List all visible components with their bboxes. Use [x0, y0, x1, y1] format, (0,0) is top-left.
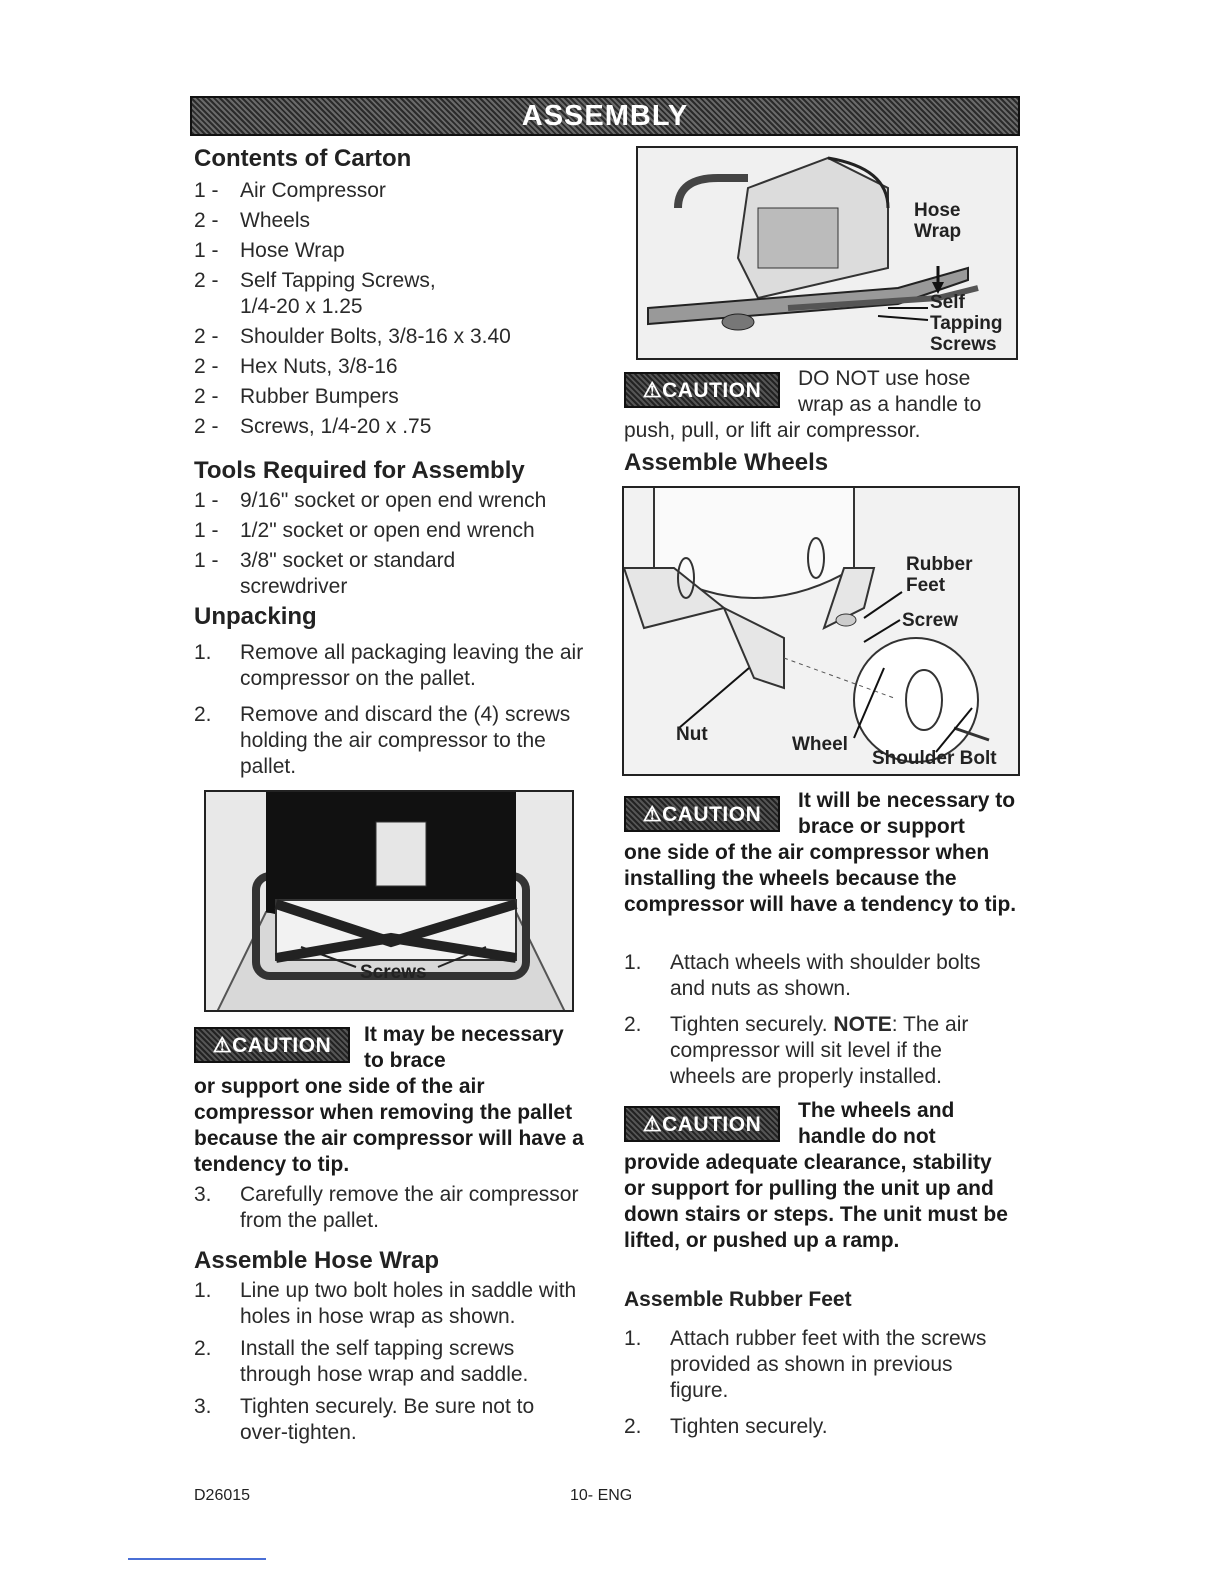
- list-item: 3. Carefully remove the air compressor from the pallet.: [194, 1183, 579, 1232]
- list-item: 1. Line up two bolt holes in saddle with holes in hose wrap as shown.: [194, 1279, 577, 1328]
- wheel-label: Wheel: [792, 734, 848, 755]
- wheels-heading: Assemble Wheels: [624, 449, 829, 476]
- caution-lead-text: The wheels and handle do not: [798, 1099, 955, 1148]
- hose-wrap-figure: [636, 146, 1018, 360]
- list-item: 2. Remove and discard the (4) screws holding the air compressor to the pallet.: [194, 703, 571, 778]
- list-item: 1 - 3/8" socket or standard screwdriver: [194, 549, 456, 598]
- hose-wrap-label: Hose Wrap: [914, 200, 962, 242]
- list-item: 2. Tighten securely. NOTE: The air compressor will sit level if the wheels are properly installed.: [624, 1013, 969, 1088]
- screws-label: Screws: [360, 962, 427, 983]
- self-tapping-screws-label: Self Tapping Screws: [930, 292, 1003, 355]
- tools-section: [194, 456, 594, 600]
- list-item: 3. Tighten securely. Be sure not to over-tighten.: [194, 1395, 535, 1444]
- list-item: 2 - Shoulder Bolts, 3/8-16 x 3.40: [194, 325, 511, 348]
- caution-body-text: push, pull, or lift air compressor.: [624, 419, 921, 442]
- shoulder-bolt-label: Shoulder Bolt: [872, 748, 997, 769]
- pallet-figure: [204, 790, 574, 1012]
- caution-body-text: or support one side of the air compressor when removing the pallet because the air compressor will have a tendency to tip.: [194, 1075, 584, 1176]
- caution-body-text: provide adequate clearance, stability or support for pulling the unit up and down stairs or steps. The unit must be lifted, or pushed up a ramp.: [624, 1151, 1008, 1252]
- list-item: 2 - Self Tapping Screws, 1/4-20 x 1.25: [194, 269, 436, 318]
- rubber-feet-heading: Assemble Rubber Feet: [624, 1288, 852, 1311]
- unpacking-section: [194, 602, 584, 790]
- list-item: 1. Attach rubber feet with the screws provided as shown in previous figure.: [624, 1327, 987, 1402]
- list-item: 1 - 9/16" socket or open end wrench: [194, 489, 547, 512]
- list-item: 1 - Hose Wrap: [194, 239, 345, 262]
- caution-install-wheels: [624, 788, 1018, 918]
- nut-label: Nut: [676, 724, 708, 745]
- rubber-feet-section: [624, 1288, 1004, 1450]
- list-item: 1. Attach wheels with shoulder bolts and nuts as shown.: [624, 951, 981, 1000]
- page-number: 10- ENG: [570, 1487, 633, 1504]
- list-item: 2 - Screws, 1/4-20 x .75: [194, 415, 432, 438]
- list-item: 2. Tighten securely.: [624, 1415, 828, 1438]
- tools-heading: Tools Required for Assembly: [194, 457, 525, 484]
- footer-divider: [128, 1558, 266, 1560]
- caution-hose-handle: [624, 366, 1018, 444]
- contents-heading: Contents of Carton: [194, 145, 412, 172]
- caution-lead-text: It may be necessary to brace: [364, 1023, 564, 1072]
- wheel-figure: [622, 486, 1020, 776]
- banner-title: ASSEMBLY: [521, 100, 689, 132]
- hose-wrap-heading: Assemble Hose Wrap: [194, 1247, 439, 1274]
- caution-body-text: one side of the air compressor when installing the wheels because the compressor will have a tendency to tip.: [624, 841, 1017, 916]
- caution-badge: ⚠CAUTION: [624, 372, 780, 408]
- contents-list: [194, 176, 594, 442]
- list-item: 1. Remove all packaging leaving the air compressor on the pallet.: [194, 641, 584, 690]
- list-item: 2 - Wheels: [194, 209, 311, 232]
- caution-badge: ⚠CAUTION: [624, 1106, 780, 1142]
- section-banner: [190, 96, 1020, 136]
- list-item: 1 - Air Compressor: [194, 179, 386, 202]
- screw-label: Screw: [902, 610, 958, 631]
- wheels-steps: [624, 950, 1004, 1100]
- caution-lead-text: It will be necessary to brace or support: [798, 789, 1016, 838]
- caution-badge: ⚠CAUTION: [194, 1027, 350, 1063]
- caution-stairs: [624, 1098, 1018, 1254]
- hose-wrap-section: [194, 1246, 584, 1456]
- caution-badge: ⚠CAUTION: [624, 796, 780, 832]
- document-number: D26015: [194, 1487, 251, 1504]
- wheels-section: [624, 448, 1018, 478]
- unpacking-step3: [194, 1182, 584, 1244]
- caution-remove-pallet: [194, 1022, 586, 1178]
- unpacking-heading: Unpacking: [194, 603, 317, 630]
- list-item: 2. Install the self tapping screws through hose wrap and saddle.: [194, 1337, 529, 1386]
- list-item: 1 - 1/2" socket or open end wrench: [194, 519, 535, 542]
- list-item: 2 - Rubber Bumpers: [194, 385, 399, 408]
- caution-lead-text: DO NOT use hose wrap as a handle to: [798, 367, 982, 416]
- rubber-feet-label: Rubber Feet: [906, 554, 973, 596]
- contents-section: [194, 144, 594, 442]
- list-item: 2 - Hex Nuts, 3/8-16: [194, 355, 398, 378]
